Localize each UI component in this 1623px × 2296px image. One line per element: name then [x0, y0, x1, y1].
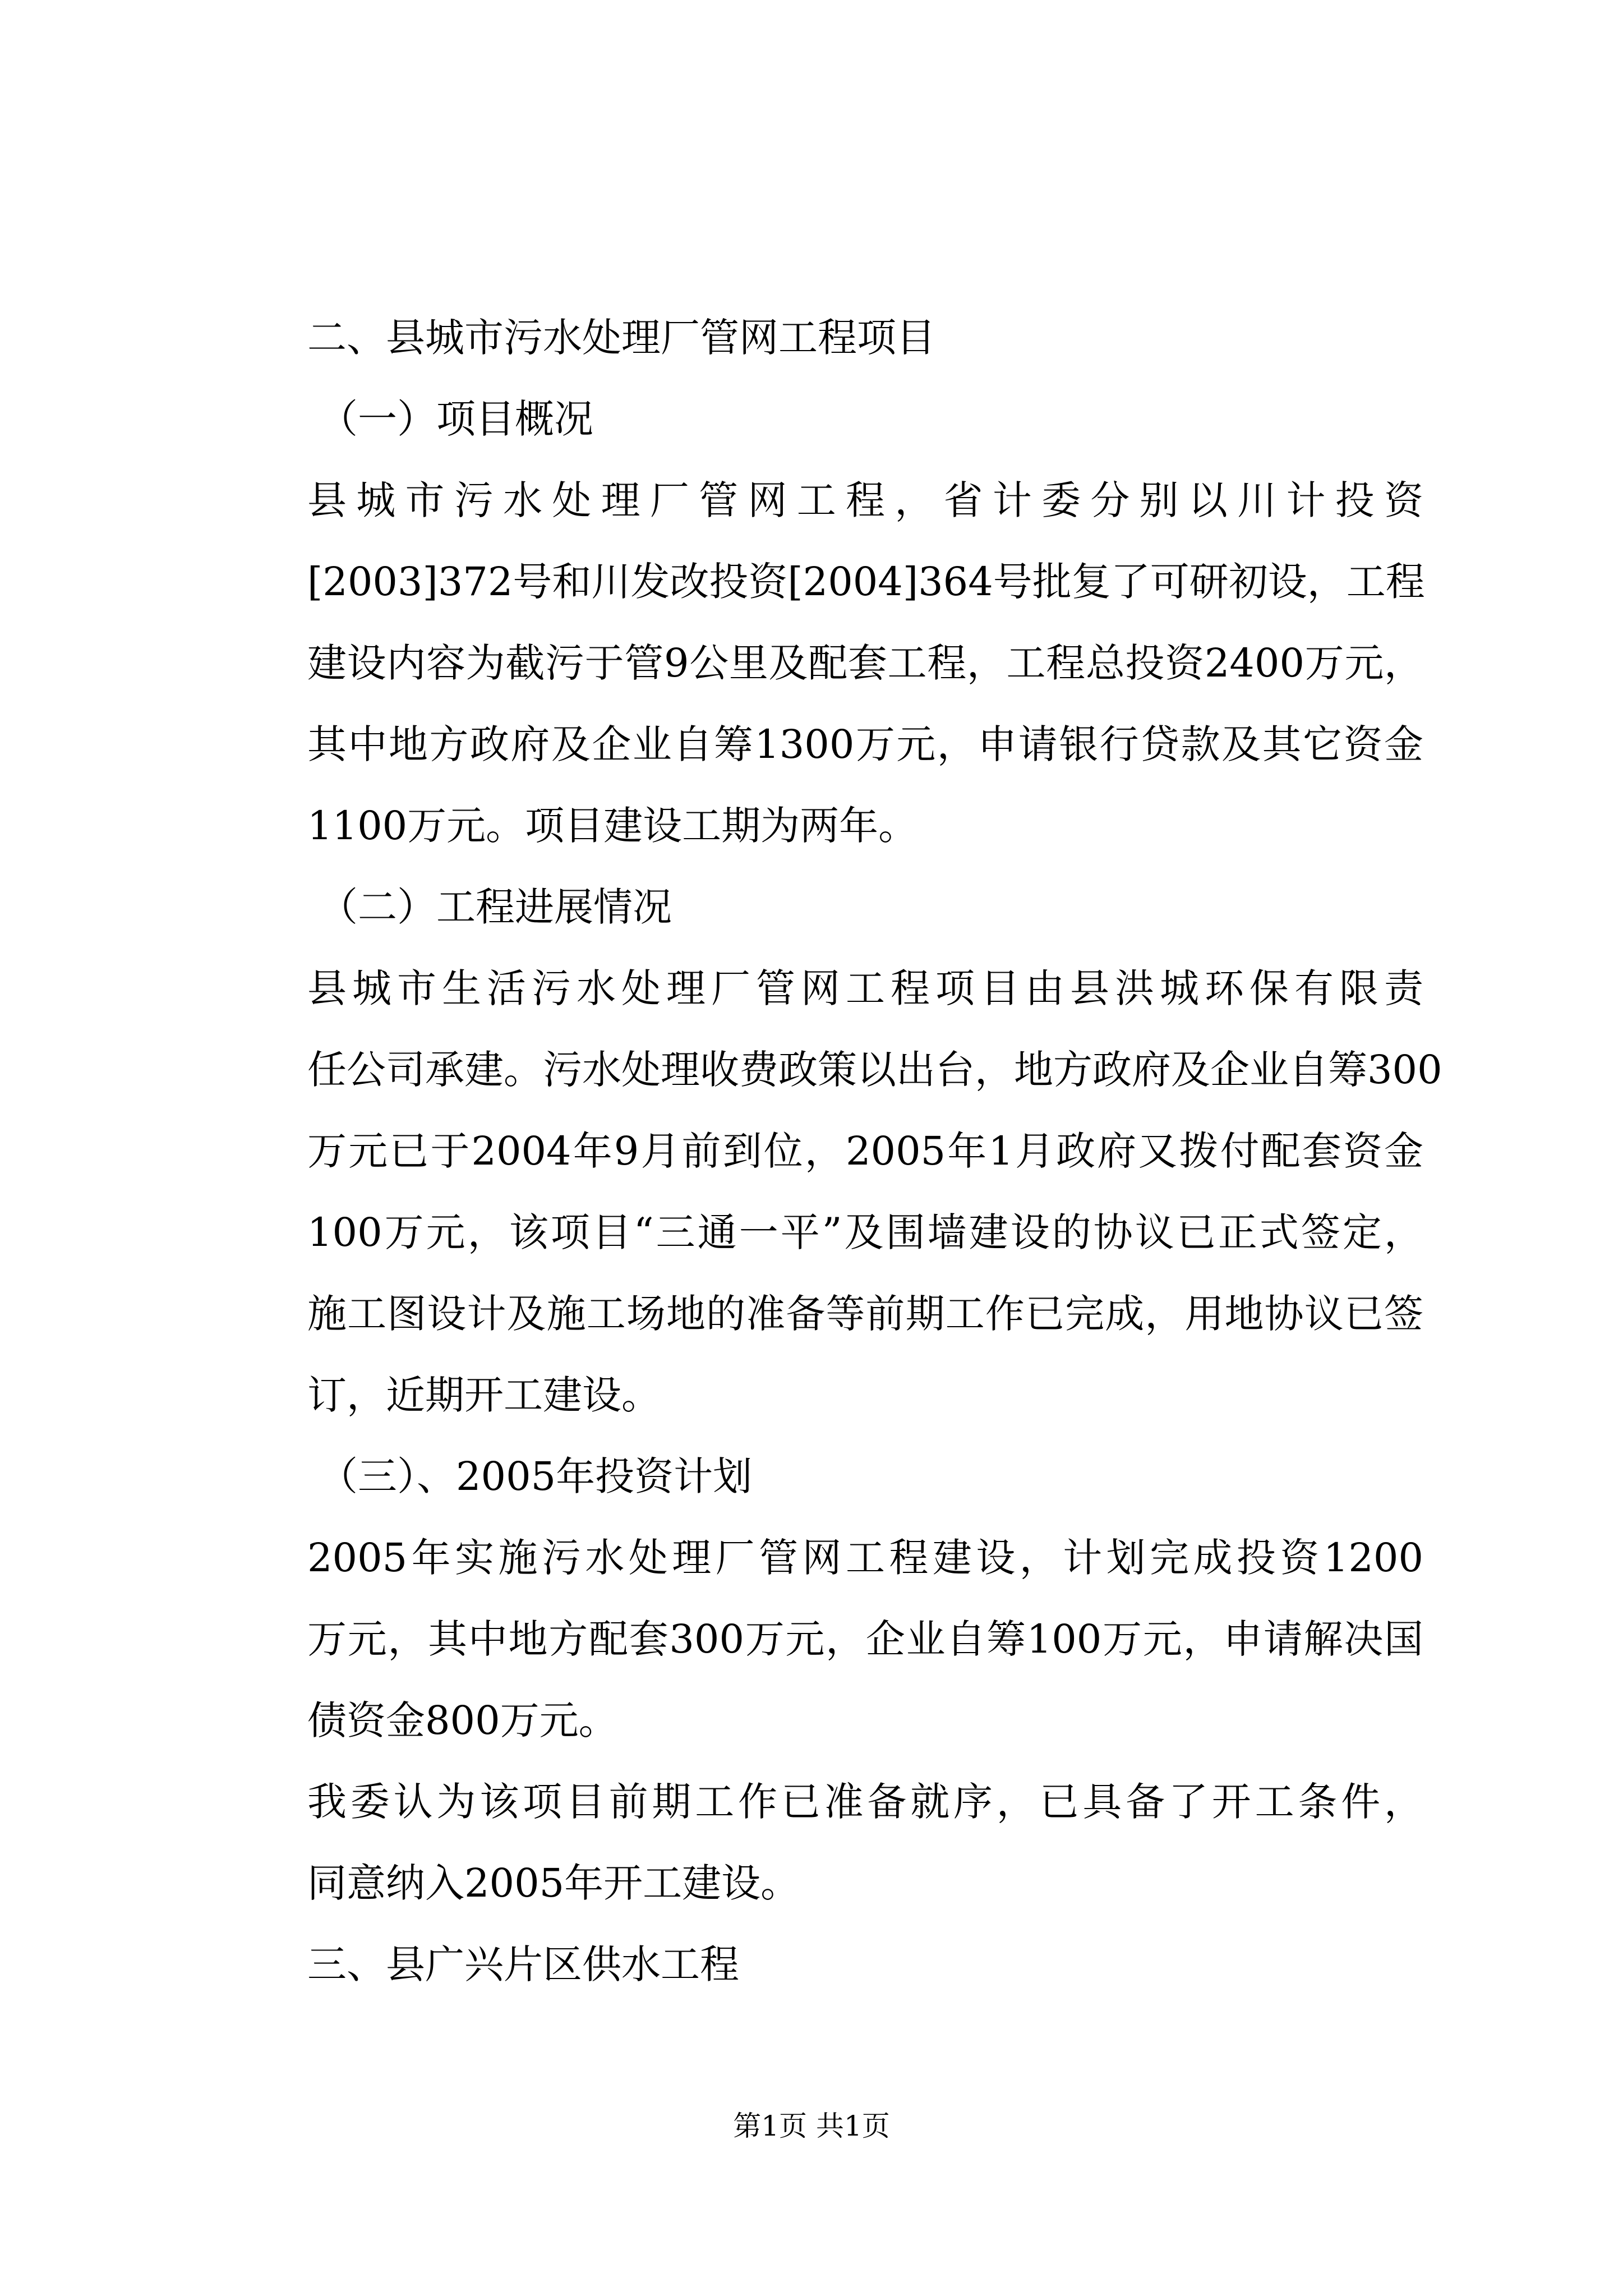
paragraph-line: 施工图设计及施工场地的准备等前期工作已完成，用地协议已签 [307, 1291, 1423, 1337]
paragraph-line: [2003]372号和川发改投资[2004]364号批复了可研初设，工程 [307, 559, 1425, 605]
subheading-progress: （二）工程进展情况 [319, 884, 672, 930]
paragraph-line: 万元已于2004年9月前到位，2005年1月政府又拨付配套资金 [307, 1128, 1423, 1174]
paragraph-line: 2005年实施污水处理厂管网工程建设，计划完成投资1200 [307, 1535, 1423, 1581]
document-body [307, 297, 1442, 2005]
paragraph-line: 万元，其中地方配套300万元，企业自筹100万元，申请解决国 [307, 1616, 1423, 1662]
paragraph-line: 1100万元。项目建设工期为两年。 [307, 803, 918, 849]
subheading-investment-plan: （三）、2005年投资计划 [319, 1453, 753, 1499]
paragraph-line: 任公司承建。污水处理收费政策以出台，地方政府及企业自筹300 [307, 1047, 1442, 1093]
section-heading-2: 二、县城市污水处理厂管网工程项目 [307, 315, 935, 361]
paragraph-line: 其中地方政府及企业自筹1300万元，申请银行贷款及其它资金 [307, 721, 1423, 767]
paragraph-line: 同意纳入2005年开工建设。 [307, 1860, 800, 1906]
page-number-label: 第1页 共1页 [733, 2110, 890, 2142]
paragraph-line: 建设内容为截污于管9公里及配套工程，工程总投资2400万元， [307, 640, 1423, 686]
paragraph-line: 100万元，该项目“三通一平”及围墙建设的协议已正式签定， [307, 1209, 1423, 1255]
paragraph-line: 县城市污水处理厂管网工程，省计委分别以川计投资 [307, 477, 1423, 523]
subheading-overview: （一）项目概况 [319, 396, 593, 442]
page-footer [0, 2106, 1623, 2146]
paragraph-line: 债资金800万元。 [307, 1697, 618, 1743]
paragraph-line: 县城市生活污水处理厂管网工程项目由县洪城环保有限责 [307, 965, 1423, 1011]
section-heading-3: 三、县广兴片区供水工程 [307, 1941, 739, 1987]
paragraph-line: 订，近期开工建设。 [307, 1372, 661, 1418]
paragraph-line: 我委认为该项目前期工作已准备就序，已具备了开工条件， [307, 1779, 1423, 1825]
